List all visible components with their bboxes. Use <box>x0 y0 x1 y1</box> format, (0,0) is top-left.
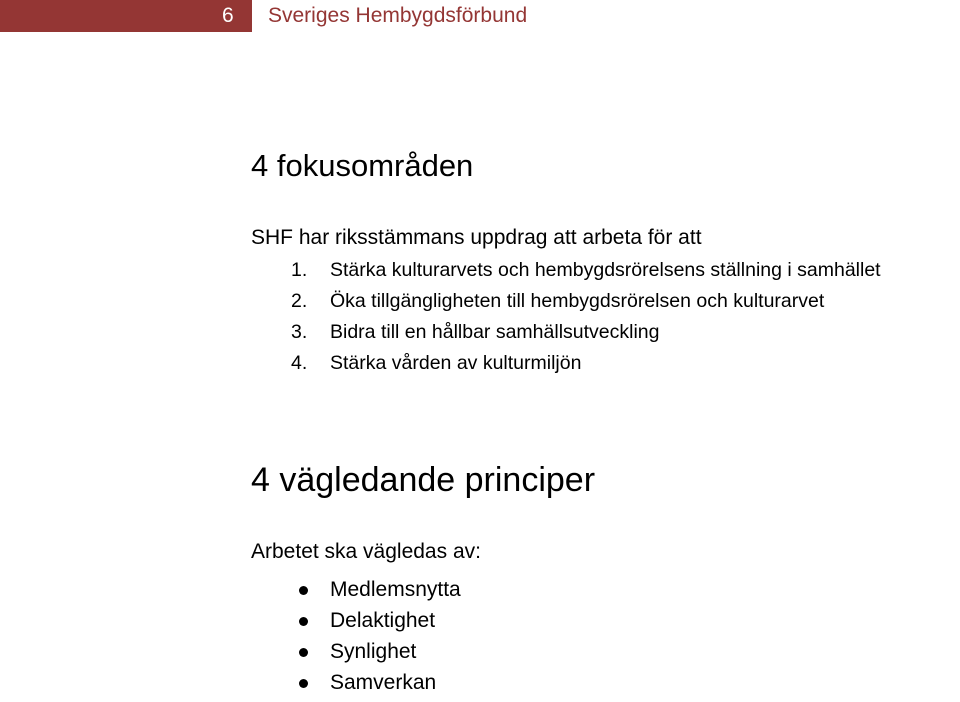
document-title: Sveriges Hembygdsförbund <box>268 4 528 27</box>
list-item-text: Samverkan <box>330 671 437 694</box>
focus-areas-heading: 4 fokusområden <box>251 148 474 183</box>
list-item-text: Delaktighet <box>330 609 436 632</box>
list-item-text: Bidra till en hållbar samhällsutveckling <box>330 321 660 343</box>
list-item-text: Synlighet <box>330 640 417 663</box>
list-item-text: Stärka kulturarvets och hembygdsrörelsens ställning i samhället <box>330 259 881 281</box>
list-item-number: 2. <box>291 290 308 312</box>
page-number-box <box>0 0 252 32</box>
list-item-text: Öka tillgängligheten till hembygdsrörelsen och kulturarvet <box>330 290 825 312</box>
list-item-number: 3. <box>291 321 308 343</box>
page-number: 6 <box>222 4 234 27</box>
bullet-icon <box>299 679 308 688</box>
page-header <box>0 0 960 32</box>
list-item-text: Medlemsnytta <box>330 578 461 601</box>
principles-heading: 4 vägledande principer <box>251 461 596 499</box>
bullet-icon <box>299 648 308 657</box>
bullet-icon <box>299 617 308 626</box>
list-item-number: 4. <box>291 352 308 374</box>
bullet-icon <box>299 586 308 595</box>
list-item-number: 1. <box>291 259 308 281</box>
principles-intro: Arbetet ska vägledas av: <box>251 540 481 563</box>
focus-areas-intro: SHF har riksstämmans uppdrag att arbeta för att <box>251 226 702 249</box>
list-item-text: Stärka vården av kulturmiljön <box>330 352 582 374</box>
